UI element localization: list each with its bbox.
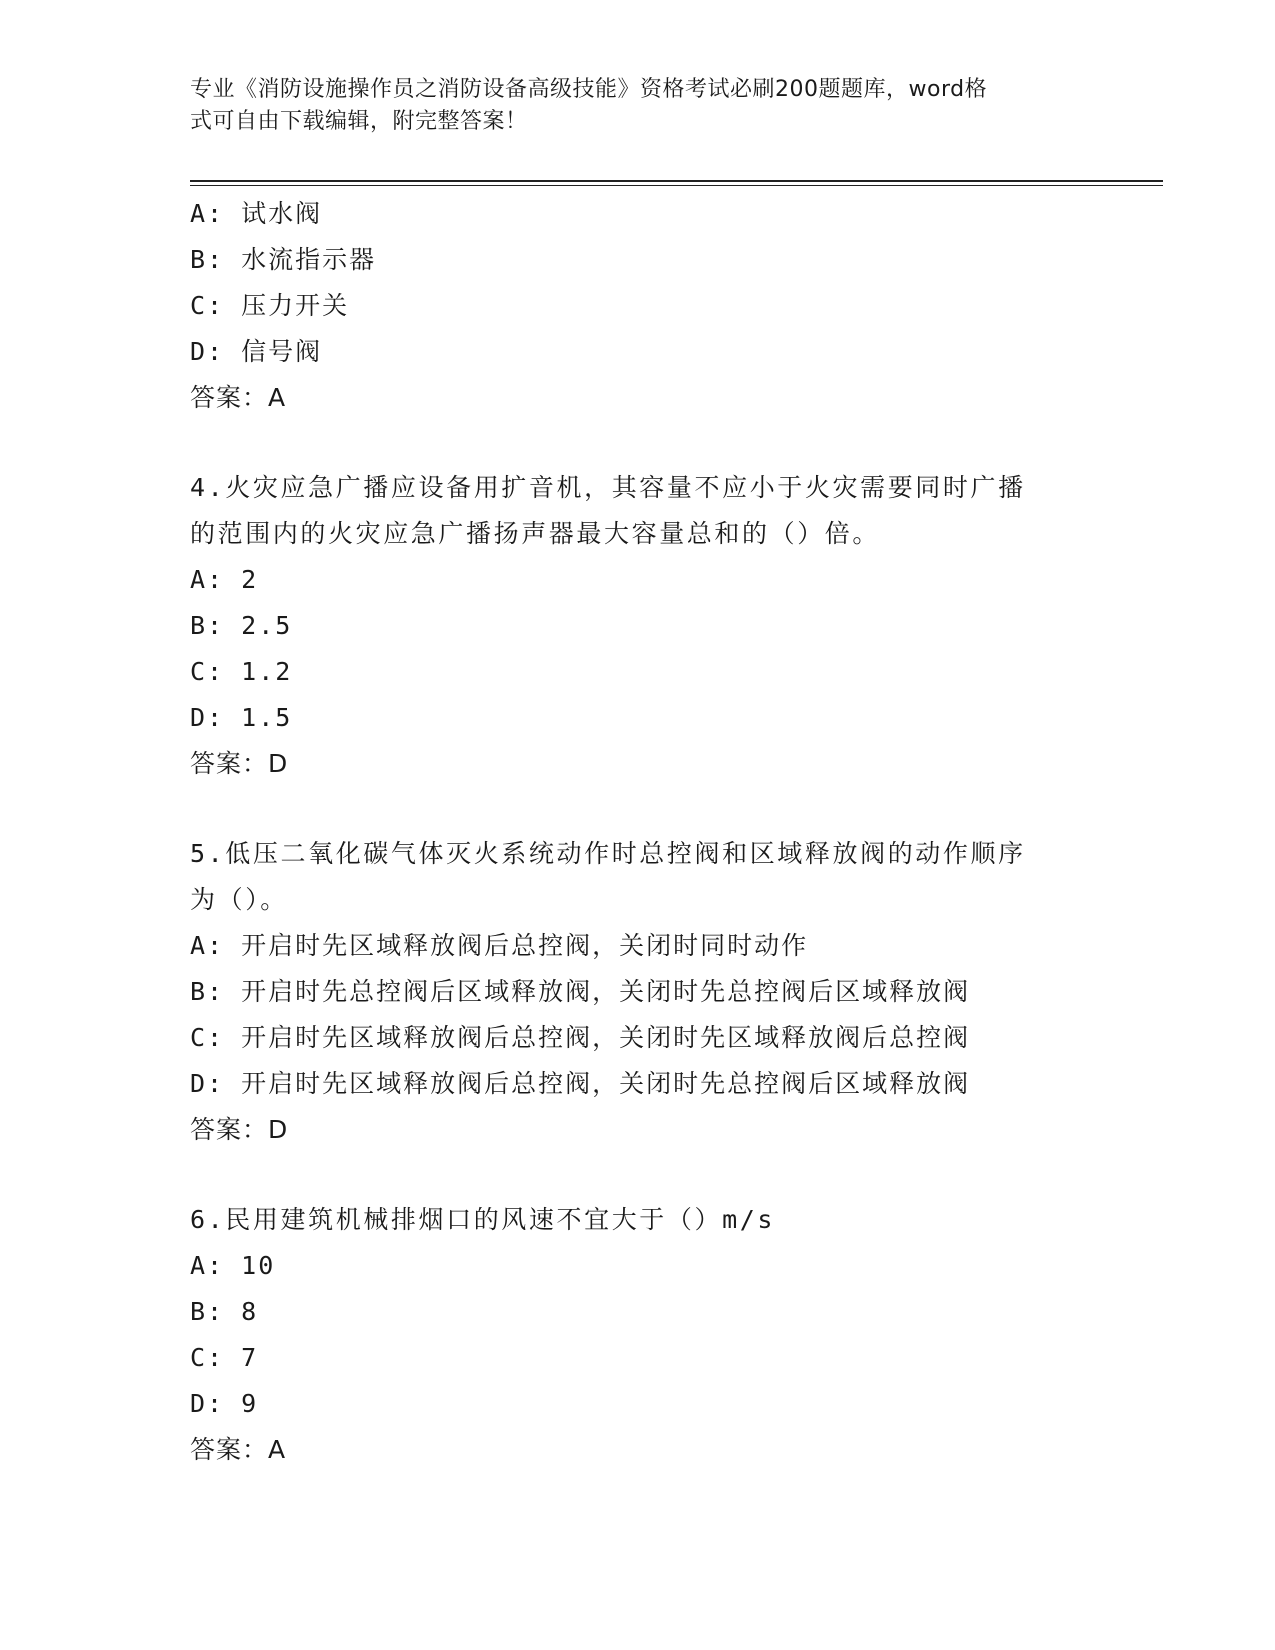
option-a: A: 2 [190,565,259,594]
answer-line: 答案：D [190,749,289,778]
option-d: D: 1.5 [190,703,293,732]
question-spacer [190,421,1090,465]
option-c: C: 1.2 [190,657,293,686]
option-b: B: 水流指示器 [190,245,377,274]
option-d: D: 信号阀 [190,337,323,366]
question-content [190,191,1090,1473]
question-stem-line-2: 为（）。 [190,885,288,914]
answer-line: 答案：A [190,1435,287,1464]
question-stem-line-1: 4.火灾应急广播应设备用扩音机，其容量不应小于火灾需要同时广播 [190,473,1026,502]
answer-line: 答案：A [190,383,287,412]
header-divider-thick [190,180,1163,182]
header-divider-thin [190,185,1163,186]
question-stem-line-1: 6.民用建筑机械排烟口的风速不宜大于（）m/s [190,1205,776,1234]
option-b: B: 开启时先总控阀后区域释放阀，关闭时先总控阀后区域释放阀 [190,977,971,1006]
option-a: A: 开启时先区域释放阀后总控阀，关闭时同时动作 [190,931,809,960]
option-d: D: 9 [190,1389,259,1418]
question-stem-line-2: 的范围内的火灾应急广播扬声器最大容量总和的（）倍。 [190,519,881,548]
option-c: C: 压力开关 [190,291,350,320]
header-line-1: 专业《消防设施操作员之消防设备高级技能》资格考试必刷200题题库，word格 [190,77,988,102]
header-line-2: 式可自由下载编辑，附完整答案！ [190,109,528,134]
option-c: C: 开启时先区域释放阀后总控阀，关闭时先区域释放阀后总控阀 [190,1023,971,1052]
option-b: B: 2.5 [190,611,293,640]
question-5 [190,831,1090,1153]
option-b: B: 8 [190,1297,259,1326]
question-3 [190,191,1090,421]
question-spacer [190,787,1090,831]
document-header [190,74,1080,138]
option-d: D: 开启时先区域释放阀后总控阀，关闭时先总控阀后区域释放阀 [190,1069,971,1098]
question-spacer [190,1153,1090,1197]
question-stem-line-1: 5.低压二氧化碳气体灭火系统动作时总控阀和区域释放阀的动作顺序 [190,839,1026,868]
question-4 [190,465,1090,787]
option-a: A: 试水阀 [190,199,323,228]
answer-line: 答案：D [190,1115,289,1144]
question-6 [190,1197,1090,1473]
option-c: C: 7 [190,1343,259,1372]
option-a: A: 10 [190,1251,276,1280]
